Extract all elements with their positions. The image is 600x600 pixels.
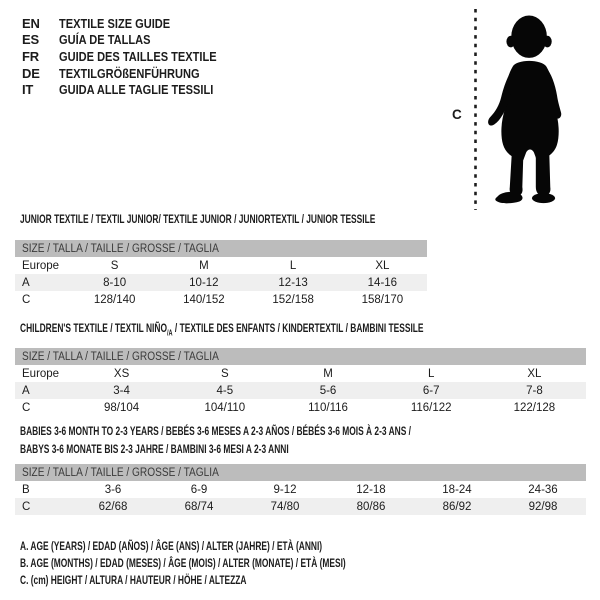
row-cell: 12-13 [278, 276, 308, 289]
language-code: FR [22, 48, 39, 64]
row-cell: 3-6 [104, 483, 122, 496]
footnote-b: B. AGE (MONTHS) / EDAD (MESES) / ÂGE (MOIS) / ALTER (MONATE) / ETÀ (MESI) [20, 555, 346, 570]
size-header-label: SIZE / TALLA / TAILLE / GRÖSSE / TAGLIA [22, 242, 219, 255]
language-row [22, 81, 244, 98]
babies-size-table [15, 464, 586, 515]
row-cell: 62/68 [98, 500, 128, 513]
table-row [15, 498, 586, 515]
language-label: GUIDA ALLE TAGLIE TESSILI [59, 82, 214, 98]
row-cell: 18-24 [442, 483, 472, 496]
row-cell: 3-4 [113, 384, 130, 397]
legend-footnotes [20, 537, 485, 589]
size-header-label: SIZE / TALLA / TAILLE / GRÖSSE / TAGLIA [22, 466, 219, 479]
row-cell: 9-12 [273, 483, 297, 496]
row-label: B [22, 483, 30, 496]
language-row [22, 15, 244, 32]
row-label: A [22, 384, 30, 397]
measure-label-c: C [452, 107, 462, 122]
language-guide-header [22, 15, 244, 98]
row-cell: 10-12 [189, 276, 219, 289]
row-cell: XS [113, 367, 130, 380]
row-label: C [22, 500, 31, 513]
row-cell: 4-5 [216, 384, 234, 397]
row-cell: 122/128 [513, 401, 556, 414]
row-label: C [22, 293, 31, 306]
size-header-bar [15, 348, 586, 365]
row-cell: 14-16 [367, 276, 398, 289]
table-row [15, 291, 427, 308]
language-row [22, 65, 244, 82]
row-cell: 92/98 [528, 500, 558, 513]
row-cell: 110/116 [308, 401, 348, 414]
footnote-c: C. (cm) HEIGHT / ALTURA / HAUTEUR / HÖHE / ALTEZZA [20, 572, 247, 587]
row-cell: 80/86 [356, 500, 386, 513]
babies-table-title: BABIES 3-6 MONTH TO 2-3 YEARS / BEBÉS 3-6 MESES A 2-3 AÑOS / BÉBÉS 3-6 MOIS À 2-3 ANS / BABYS 3-6 MONATE BIS 2-3 JAHRE / BAMBINI 3-6 MESI A 2-3 ANNI [20, 424, 412, 456]
language-code: EN [22, 15, 40, 31]
row-cell: S [220, 367, 229, 380]
footnote-a: A. AGE (YEARS) / EDAD (AÑOS) / ÂGE (ANS) / ALTER (JAHRE) / ETÀ (ANNI) [20, 538, 323, 553]
size-header-label: SIZE / TALLA / TAILLE / GRÖSSE / TAGLIA [22, 350, 219, 363]
language-label: GUÍA DE TALLAS [59, 32, 151, 48]
row-cell: 104/110 [204, 401, 246, 414]
row-cell: 74/80 [270, 500, 300, 513]
junior-table-title: JUNIOR TEXTILE / TEXTIL JUNIOR/ TEXTILE JUNIOR / JUNIORTEXTIL / JUNIOR TESSILE [20, 212, 376, 226]
junior-size-table [15, 240, 427, 308]
row-cell: 12-18 [356, 483, 386, 496]
row-cell: 5-6 [319, 384, 337, 397]
row-cell: S [110, 259, 119, 272]
row-cell: 158/170 [361, 293, 404, 306]
table-row [15, 382, 586, 399]
language-label: TEXTILE SIZE GUIDE [59, 15, 171, 31]
row-cell: L [289, 259, 297, 272]
table-row [15, 257, 427, 274]
language-label: TEXTILGRÖßENFÜHRUNG [59, 65, 200, 81]
row-cell: 6-9 [190, 483, 208, 496]
language-label: GUIDE DES TAILLES TEXTILE [59, 48, 217, 64]
row-cell: 24-36 [528, 483, 558, 496]
table-row [15, 365, 586, 382]
row-cell: 128/140 [93, 293, 136, 306]
size-header-bar [15, 464, 586, 481]
row-label: Europe [22, 259, 60, 272]
row-cell: 98/104 [104, 401, 140, 414]
row-label: A [22, 276, 30, 289]
baby-silhouette-icon [478, 8, 584, 210]
row-cell: 7-8 [526, 384, 543, 397]
row-cell: 152/158 [272, 293, 314, 306]
children-size-table [15, 348, 586, 416]
language-code: IT [22, 82, 34, 98]
language-code: ES [22, 32, 39, 48]
row-cell: XL [527, 367, 542, 380]
row-cell: XL [375, 259, 390, 272]
row-cell: 86/92 [442, 500, 472, 513]
row-cell: L [428, 367, 435, 380]
row-label: C [22, 401, 31, 414]
row-cell: M [323, 367, 333, 380]
row-cell: 8-10 [103, 276, 127, 289]
row-cell: 116/122 [410, 401, 452, 414]
children-table-title: CHILDREN'S TEXTILE / TEXTIL $NIÑO_{/A}$ / TEXTILE DES ENFANTS / KINDERTEXTIL / BAMBINI TESSILE [20, 321, 424, 338]
row-label: Europe [22, 367, 60, 380]
row-cell: 140/152 [183, 293, 225, 306]
size-header-bar [15, 240, 427, 257]
language-row [22, 32, 244, 49]
language-code: DE [22, 65, 40, 81]
language-row [22, 48, 244, 65]
table-row [15, 274, 427, 291]
table-row [15, 399, 586, 416]
table-row [15, 481, 586, 498]
row-cell: M [199, 259, 209, 272]
row-cell: 68/74 [184, 500, 214, 513]
row-cell: 6-7 [422, 384, 440, 397]
